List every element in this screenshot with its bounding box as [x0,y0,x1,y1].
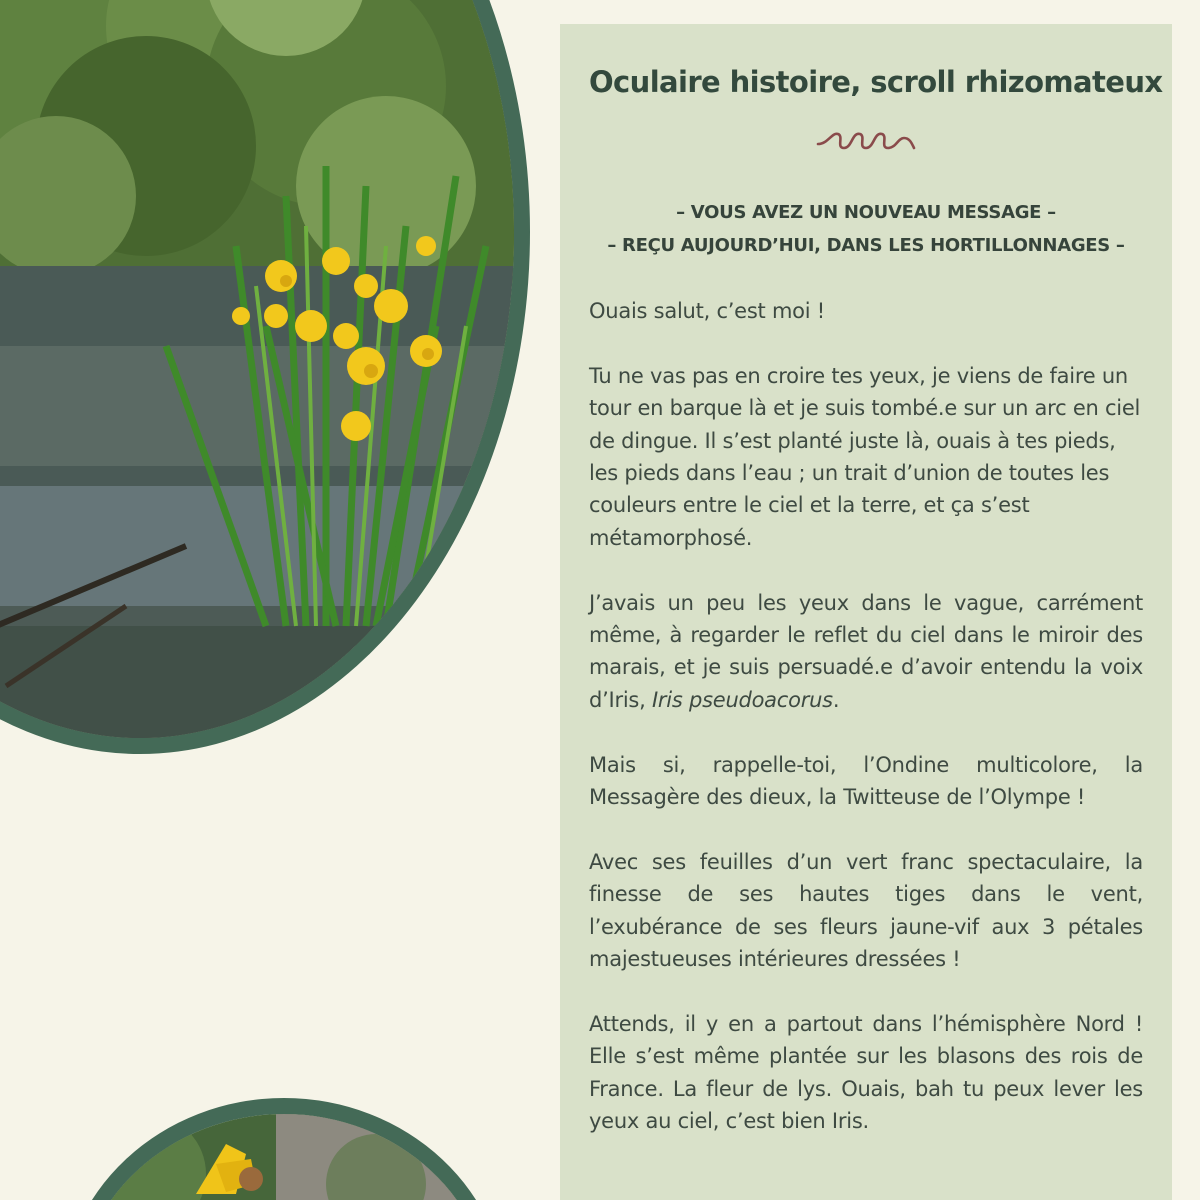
paragraph-iris-voice-text: J’avais un peu les yeux dans le vague, carrément même, à regarder le reflet du ciel dans le miroir des marais, et je suis persuadé.e d’avoir entendu la voix d’Iris, [589,590,1143,712]
message-panel [560,24,1172,1200]
paragraph-iris-voice [589,587,1143,717]
iris-pond-photo [0,0,530,754]
header-line-received: – REÇU AUJOURD’HUI, DANS LES HORTILLONNAGES – [607,235,1125,256]
iris-closeup-illustration [76,1114,492,1200]
paragraph-leaves: Avec ses feuilles d’un vert franc spectaculaire, la finesse de ses hautes tiges dans le vent, l’exubérance de ses fleurs jaune-vif aux 3 pétales majestueuses intérieures dressées ! [589,849,1143,972]
header-line-new-message: – VOUS AVEZ UN NOUVEAU MESSAGE – [676,202,1056,223]
swirl-ornament-icon [814,126,918,156]
iris-pond-illustration [0,0,514,738]
iris-closeup-photo [60,1098,508,1200]
message-body [589,295,1143,1137]
page-title: Oculaire histoire, scroll rhizomateux [589,65,1163,99]
paragraph-greeting: Ouais salut, c’est moi ! [589,299,825,323]
paragraph-everywhere: Attends, il y en a partout dans l’hémisphère Nord ! Elle s’est même plantée sur les blasons des rois de France. La fleur de lys. Ouais, bah tu peux lever les yeux au ciel, c’est bien Iris. [589,1011,1143,1134]
message-header [589,196,1143,262]
species-name: Iris pseudoacorus [651,687,833,712]
paragraph-rainbow: Tu ne vas pas en croire tes yeux, je viens de faire un tour en barque là et je suis tombé.e sur un arc en ciel de dingue. Il s’est planté juste là, ouais à tes pieds, les pieds dans l’eau ; un trait d’union de toutes les couleurs entre le ciel et la terre, et ça s’est métamorphosé. [589,363,1141,550]
paragraph-ondine: Mais si, rappelle-toi, l’Ondine multicolore, la Messagère des dieux, la Twitteuse de l’Olympe ! [589,752,1143,810]
paragraph-iris-voice-end: . [832,687,840,712]
